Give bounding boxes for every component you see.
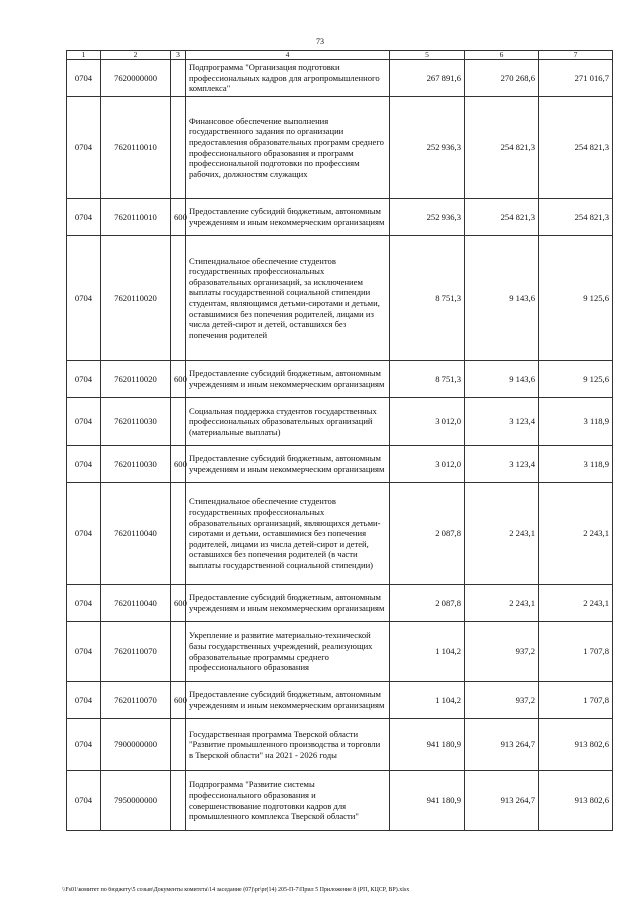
table-row [67, 483, 613, 585]
amount-2021-cell: 1 104,2 [390, 622, 465, 682]
amount-2023-cell: 1 707,8 [539, 622, 613, 682]
target-article-cell: 7620110010 [101, 199, 171, 236]
amount-2021-cell: 8 751,3 [390, 361, 465, 398]
amount-2023-cell: 913 802,6 [539, 719, 613, 771]
table-row [67, 97, 613, 199]
amount-2023-cell: 2 243,1 [539, 585, 613, 622]
target-article-cell: 7620110030 [101, 398, 171, 446]
amount-2022-cell: 9 143,6 [465, 361, 539, 398]
amount-2022-cell: 3 123,4 [465, 446, 539, 483]
target-article-cell: 7620110030 [101, 446, 171, 483]
section-code-cell: 0704 [67, 622, 101, 682]
table-row [67, 585, 613, 622]
amount-2021-cell: 1 104,2 [390, 682, 465, 719]
item-name-cell: Предоставление субсидий бюджетным, автономным учреждениям и иным некоммерческим организациям [186, 361, 390, 398]
amount-2023-cell: 3 118,9 [539, 398, 613, 446]
amount-2021-cell: 941 180,9 [390, 719, 465, 771]
amount-2022-cell: 913 264,7 [465, 719, 539, 771]
column-number-row [67, 51, 613, 60]
item-name-cell: Стипендиальное обеспечение студентов государственных профессиональных образовательных организаций, являющихся детьми-сиротами и детьми, оставшимися без попечения родителей, лицами из числа детей-сирот и детей, оставшихся без попечения родителей (в части выплаты государственной социальной стипендии) [186, 483, 390, 585]
expense-type-cell: 600 [171, 682, 186, 719]
expense-type-cell [171, 483, 186, 585]
section-code-cell: 0704 [67, 236, 101, 361]
item-name-cell: Предоставление субсидий бюджетным, автономным учреждениям и иным некоммерческим организациям [186, 585, 390, 622]
item-name-cell: Подпрограмма "Развитие системы профессионального образования и совершенствование подготовки кадров для промышленного комплекса Тверской области" [186, 771, 390, 831]
expense-type-cell: 600 [171, 199, 186, 236]
section-code-cell: 0704 [67, 60, 101, 97]
expense-type-cell [171, 60, 186, 97]
section-code-cell: 0704 [67, 446, 101, 483]
column-number: 6 [465, 51, 539, 60]
amount-2021-cell: 8 751,3 [390, 236, 465, 361]
section-code-cell: 0704 [67, 771, 101, 831]
target-article-cell: 7620110040 [101, 585, 171, 622]
amount-2021-cell: 252 936,3 [390, 97, 465, 199]
column-number: 5 [390, 51, 465, 60]
target-article-cell: 7620110070 [101, 682, 171, 719]
amount-2022-cell: 9 143,6 [465, 236, 539, 361]
item-name-cell: Социальная поддержка студентов государственных профессиональных образовательных организаций (материальные выплаты) [186, 398, 390, 446]
table-row [67, 60, 613, 97]
amount-2023-cell: 913 802,6 [539, 771, 613, 831]
section-code-cell: 0704 [67, 398, 101, 446]
item-name-cell: Подпрограмма "Организация подготовки профессиональных кадров для агропромышленного комплекса" [186, 60, 390, 97]
amount-2023-cell: 3 118,9 [539, 446, 613, 483]
column-number: 2 [101, 51, 171, 60]
amount-2022-cell: 2 243,1 [465, 585, 539, 622]
section-code-cell: 0704 [67, 682, 101, 719]
section-code-cell: 0704 [67, 361, 101, 398]
expense-type-cell [171, 771, 186, 831]
amount-2022-cell: 2 243,1 [465, 483, 539, 585]
table-row [67, 446, 613, 483]
amount-2022-cell: 937,2 [465, 682, 539, 719]
amount-2021-cell: 2 087,8 [390, 483, 465, 585]
table-row [67, 236, 613, 361]
expense-type-cell [171, 236, 186, 361]
table-row [67, 622, 613, 682]
column-number: 1 [67, 51, 101, 60]
expense-type-cell: 600 [171, 585, 186, 622]
amount-2023-cell: 2 243,1 [539, 483, 613, 585]
column-number: 7 [539, 51, 613, 60]
column-number: 3 [171, 51, 186, 60]
item-name-cell: Финансовое обеспечение выполнения государственного задания по организации предоставления образовательных программ среднего профессионального образования и программ профессиональной подготовки по профессиям рабочих, должностям служащих [186, 97, 390, 199]
amount-2023-cell: 254 821,3 [539, 199, 613, 236]
file-path-footer: \\Fs01\комитет по бюджету\5 созыв\Документы комитета\14 заседание (07)\pr\pr(14) 205-П-7\Прил 5 Приложение 8 (РП, КЦСР, ВР).xlsx [62, 887, 410, 893]
item-name-cell: Государственная программа Тверской области "Развитие промышленного производства и торговли в Тверской области" на 2021 - 2026 годы [186, 719, 390, 771]
amount-2023-cell: 271 016,7 [539, 60, 613, 97]
budget-table [66, 50, 613, 831]
expense-type-cell [171, 398, 186, 446]
target-article-cell: 7620000000 [101, 60, 171, 97]
table-row [67, 771, 613, 831]
amount-2022-cell: 270 268,6 [465, 60, 539, 97]
section-code-cell: 0704 [67, 97, 101, 199]
table-row [67, 199, 613, 236]
amount-2021-cell: 267 891,6 [390, 60, 465, 97]
section-code-cell: 0704 [67, 719, 101, 771]
amount-2022-cell: 3 123,4 [465, 398, 539, 446]
item-name-cell: Предоставление субсидий бюджетным, автономным учреждениям и иным некоммерческим организациям [186, 682, 390, 719]
amount-2022-cell: 254 821,3 [465, 199, 539, 236]
table-row [67, 398, 613, 446]
amount-2023-cell: 254 821,3 [539, 97, 613, 199]
expense-type-cell: 600 [171, 361, 186, 398]
target-article-cell: 7900000000 [101, 719, 171, 771]
target-article-cell: 7620110020 [101, 236, 171, 361]
amount-2021-cell: 252 936,3 [390, 199, 465, 236]
amount-2021-cell: 941 180,9 [390, 771, 465, 831]
amount-2022-cell: 254 821,3 [465, 97, 539, 199]
page-number: 73 [316, 37, 324, 46]
expense-type-cell [171, 622, 186, 682]
column-number: 4 [186, 51, 390, 60]
section-code-cell: 0704 [67, 585, 101, 622]
amount-2023-cell: 9 125,6 [539, 236, 613, 361]
target-article-cell: 7620110070 [101, 622, 171, 682]
amount-2023-cell: 1 707,8 [539, 682, 613, 719]
target-article-cell: 7620110020 [101, 361, 171, 398]
expense-type-cell: 600 [171, 446, 186, 483]
amount-2023-cell: 9 125,6 [539, 361, 613, 398]
target-article-cell: 7620110040 [101, 483, 171, 585]
expense-type-cell [171, 719, 186, 771]
target-article-cell: 7950000000 [101, 771, 171, 831]
amount-2021-cell: 3 012,0 [390, 398, 465, 446]
item-name-cell: Стипендиальное обеспечение студентов государственных профессиональных образовательных организаций, за исключением выплаты государственной социальной стипендии студентам, являющимся детьми-сиротами и детьми, оставшимися без попечения родителей, лицами из числа детей-сирот и детей, оставшихся без попечения родителей [186, 236, 390, 361]
expense-type-cell [171, 97, 186, 199]
section-code-cell: 0704 [67, 483, 101, 585]
item-name-cell: Укрепление и развитие материально-технической базы государственных учреждений, реализующих образовательные программы среднего профессионального образования [186, 622, 390, 682]
amount-2022-cell: 913 264,7 [465, 771, 539, 831]
table-row [67, 361, 613, 398]
table-row [67, 719, 613, 771]
section-code-cell: 0704 [67, 199, 101, 236]
amount-2021-cell: 2 087,8 [390, 585, 465, 622]
amount-2021-cell: 3 012,0 [390, 446, 465, 483]
amount-2022-cell: 937,2 [465, 622, 539, 682]
item-name-cell: Предоставление субсидий бюджетным, автономным учреждениям и иным некоммерческим организациям [186, 446, 390, 483]
target-article-cell: 7620110010 [101, 97, 171, 199]
table-row [67, 682, 613, 719]
item-name-cell: Предоставление субсидий бюджетным, автономным учреждениям и иным некоммерческим организациям [186, 199, 390, 236]
